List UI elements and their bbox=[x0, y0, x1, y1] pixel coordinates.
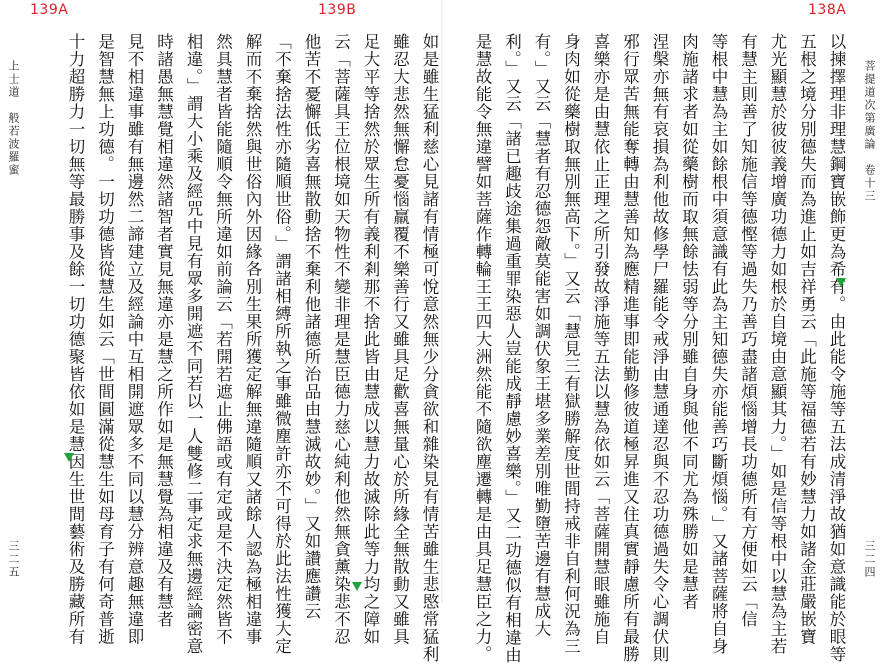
text-column: 是智慧無上功德。一切功德皆從慧生如云「世間圓滿從慧生如母育子有何奇普逝 bbox=[95, 33, 115, 646]
left-page-number: 三二五 bbox=[7, 540, 20, 579]
text-column: 解而不棄捨然與世俗內外因緣各別生果所獲定解無違隨順又諸餘人認為極相違事 bbox=[243, 33, 262, 646]
text-column: 肉施諸求者如從藥樹而取無餘怯弱等分別雖自身與他不同尤為殊勝如是慧者 bbox=[679, 33, 699, 611]
right-text-columns bbox=[454, 33, 846, 664]
text-column: 有慧主則善了知施信等德慳等過失乃善巧盡諸煩惱增長功德所有方便如云「信 bbox=[738, 33, 758, 628]
text-column: 相違。」謂大小乘及經咒中見有眾多開遮不同若以一人雙修二事定求無邊經論密意 bbox=[184, 33, 203, 655]
text-column: 雖忍大悲然無懈怠憂惱羸覆不樂善行又雖具足歡喜無量心於所緣全無散動又雖具 bbox=[390, 33, 410, 646]
text-column: 利。」又云「諸已趣歧途集過重罪染惡人豈能成靜慮妙喜樂。」又二功德似有相違由 bbox=[502, 33, 522, 664]
text-column: 有。」又云「慧者有忍德怨敵莫能害如調伏象王堪多業差別唯勤墮苦邊有慧成大 bbox=[532, 33, 551, 638]
text-column: 等根中慧為主如餘根中須意識有此為主知德失亦能善巧斷煩惱。」又諸菩薩將自身 bbox=[709, 33, 728, 655]
text-column: 見不相違事雖有無邊然二諦建立及經論中互相開遮眾多不同以慧分辨意趣無違即 bbox=[125, 33, 144, 646]
right-page-number: 三二四 bbox=[863, 540, 876, 579]
text-column: 喜樂亦是由慧依止正理之所引發故淨施等五法以慧為依如云「菩薩開慧眼雖施自 bbox=[591, 33, 610, 646]
text-column: 然具慧者皆能隨順令無所違如前論云「若開若遮止佛語或有定或是不決定然皆不 bbox=[213, 33, 233, 646]
right-running-title: 菩提道次第廣論 卷十三 bbox=[863, 60, 876, 203]
left-page bbox=[0, 0, 442, 663]
text-column: 云「菩薩具王位根境如天物性不變非理是慧臣德力慈心純利他然無貪薰染悲不忍 bbox=[331, 33, 351, 646]
left-text-columns bbox=[45, 33, 439, 663]
text-column: 「不棄捨法性亦隨順世俗。」謂諸相縛所執之事雖微塵許亦不可得於此法性獲大定 bbox=[272, 33, 292, 655]
text-column: 是慧故能令無違譬如菩薩作轉輪王王四大洲然能不隨欲塵遷轉是由具足慧臣之力。 bbox=[473, 33, 492, 663]
text-column: 以揀擇理非理慧鋼寶嵌飾更為希有。由此能令施等五法成清淨故猶如意識能於眼等 bbox=[827, 33, 846, 663]
text-column: 他苦不憂懈低劣喜無散動捨不棄利他諸德所治品由慧滅故妙。」又如讚應讚云 bbox=[302, 33, 321, 620]
column-break-marker-icon bbox=[64, 453, 74, 462]
text-column: 十力超勝力一切無等最勝事及餘一切功德聚皆依如是慧因生世間藝術及勝藏所有 bbox=[66, 33, 85, 646]
text-column: 身肉如從藥樹取無別無高下。」又云「慧見三有獄勝解度世間持戒非自利何況為三 bbox=[561, 33, 581, 655]
text-column: 邪行眾苦無能奪轉由慧善知為應精進事即能勤修彼道極昇進又住真實靜慮所有最勝 bbox=[620, 33, 640, 663]
marker-139b: 139B bbox=[318, 2, 357, 18]
column-break-marker-icon bbox=[352, 582, 362, 591]
marker-138a: 138A bbox=[808, 2, 847, 18]
column-break-marker-icon bbox=[836, 278, 846, 287]
right-page bbox=[442, 0, 885, 664]
text-column: 尤光顯慧於彼彼義增廣功德力如根於自境由意顯其力。」如是信等根中以慧為主若 bbox=[768, 33, 787, 655]
text-column: 涅槃亦無有哀損為利他故修學尸羅能令戒淨由慧通達忍與不忍功德過失令心調伏則 bbox=[650, 33, 669, 663]
marker-139a: 139A bbox=[30, 2, 69, 18]
text-column: 如是雖生猛利慈心見諸有情極可悅意然無少分貪欲和雜染見有情苦雖生悲愍常猛利 bbox=[420, 33, 439, 663]
text-column: 足大平等捨然於眾生所有義利剎那不捨此皆由慧成以慧力故滅除此等力均之障如 bbox=[361, 33, 380, 646]
left-running-title: 上士道 般若波羅蜜 bbox=[7, 60, 20, 177]
text-column: 五根之境分別德失而為進止如吉祥勇云「此施等福德若有妙慧力如諸金莊嚴嵌寶 bbox=[797, 33, 817, 646]
text-column: 時諸愚無慧覺相違然諸智者實見無違亦是慧之所作如是無慧覺為相違及有慧者 bbox=[154, 33, 174, 628]
